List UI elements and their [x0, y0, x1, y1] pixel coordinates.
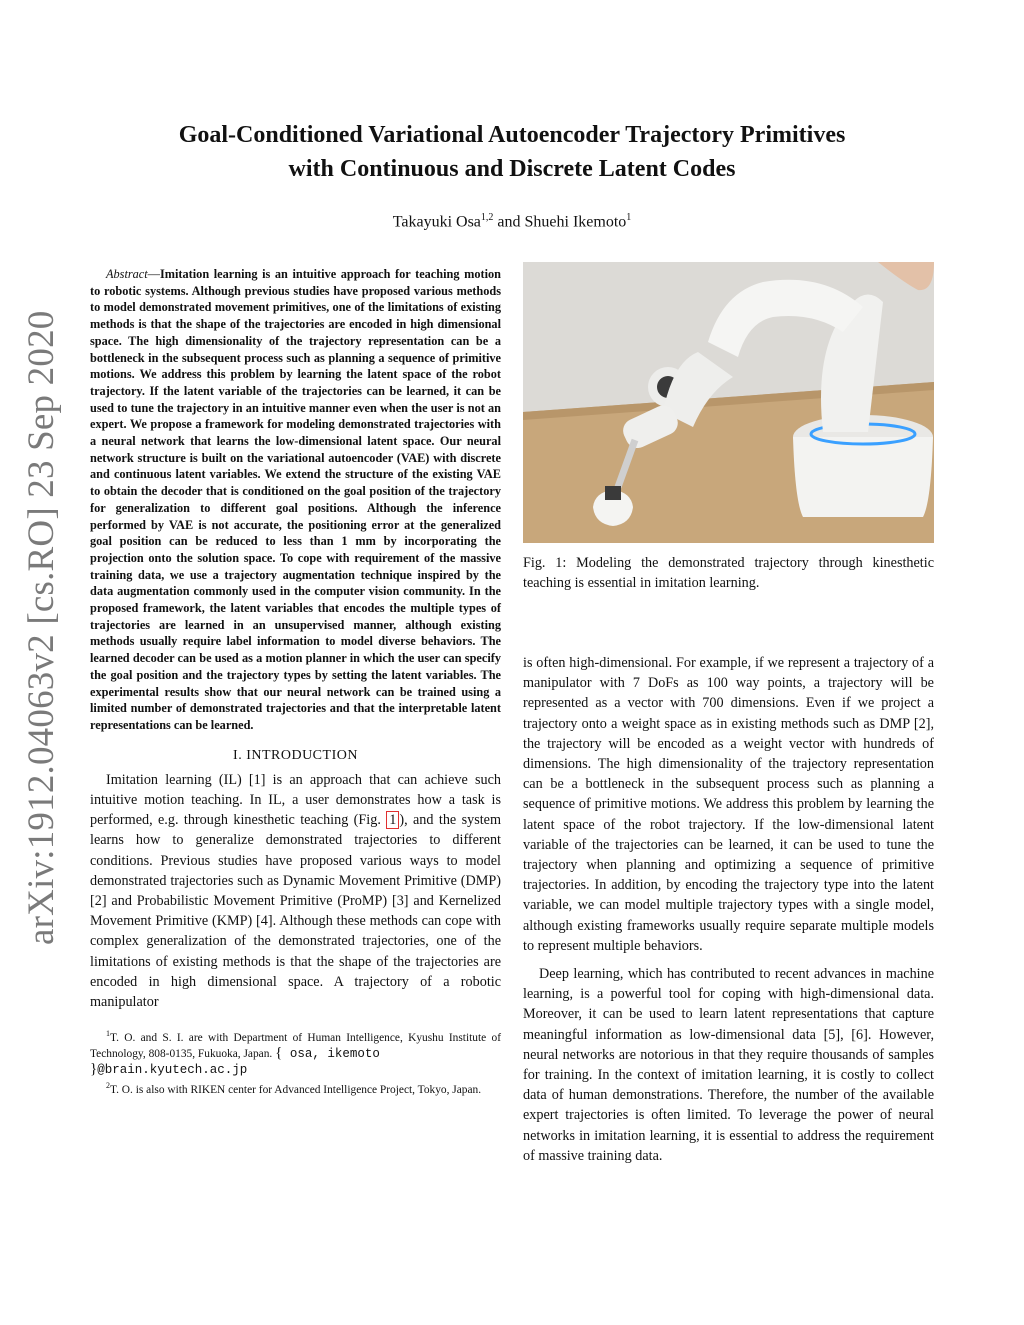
left-column [90, 266, 501, 1098]
author-1: Takayuki Osa [392, 213, 481, 231]
author-separator: and [493, 213, 525, 231]
intro-p1-start: Imitation learning (IL) [1] is an approach that can achieve such intuitive motion teaching. In IL, a user demonstrates how a task is performed, e.g. through kinesthetic teaching (Fig. [90, 771, 501, 829]
footnote-2-mark: 2 [106, 1080, 110, 1090]
footnote-2-text: T. O. is also with RIKEN center for Advanced Intelligence Project, Tokyo, Japan. [110, 1083, 482, 1096]
right-column [523, 262, 934, 1166]
arxiv-identifier: arXiv:1912.04063v2 [cs.RO] 23 Sep 2020 [21, 310, 62, 945]
figure-1-robot-photo [523, 262, 934, 543]
title-line-1: Goal-Conditioned Variational Autoencoder Trajectory Primitives [178, 122, 846, 148]
footnote-1-email-domain: @brain.kyutech.ac.jp [97, 1062, 248, 1077]
figure-1-link[interactable]: 1 [386, 811, 399, 829]
abstract-label: Abstract [106, 267, 148, 281]
paper-title [90, 118, 934, 186]
tool-holder-insert [605, 486, 621, 500]
abstract-dash: — [147, 267, 160, 281]
figure-1-caption: Fig. 1: Modeling the demonstrated trajectory through kinesthetic teaching is essential in imitation learning. [523, 555, 934, 591]
intro-paragraph-1 [90, 770, 501, 1012]
author-1-affiliation: 1,2 [480, 212, 494, 223]
footnote-2 [90, 1078, 501, 1098]
author-2: Shuehi Ikemoto [524, 213, 627, 231]
footnote-1-text: T. O. and S. I. are with Department of Human Intelligence, Kyushu Institute of Technology, 808-0135, Fukuoka, Japan. [90, 1031, 501, 1060]
abstract [90, 266, 501, 734]
intro-paragraph-2: is often high-dimensional. For example, if we represent a trajectory of a manipulator with 7 DoFs as 100 way points, a trajectory will be represented as a vector with 700 dimensions. Even if we project a trajectory onto a weight space as in existing methods such as DMP [2], the trajectory will be encoded as a weight vector with hundreds of dimensions. The high dimensionality of the trajectory representation can be a bottleneck in the subsequent process such as planning a sequence of primitive motions. We address this problem by learning the latent space of the robot trajectory. If the low-dimensional latent variable of the trajectories can be learned, it can be used to tune the trajectory when planning and optimizing a sequence of primitive trajectories. In addition, by encoding the trajectory type into the latent variable, we can model multiple trajectory types with a single model, although existing frameworks usually require separate multiple models to represent multiple behaviors. [523, 655, 934, 954]
intro-p1-end: ), and the system learns how to generalize demonstrated trajectories to different conditions. Previous studies have proposed various ways to model demonstrated trajectories such as Dynamic Movement Primitive (DMP) [2] and Probabilistic Movement Primitive (ProMP) [3] and Kernelized Movement Primitive (KMP) [4]. Although these methods can cope with complex generalization of the demonstrated trajectories, one of the limitations of existing methods is that the shape of the trajectories are encoded in high dimensional space. A trajectory of a robotic manipulator [90, 812, 502, 1010]
footnote-1-brace-close: } [90, 1060, 98, 1077]
footnotes [90, 1026, 501, 1098]
intro-paragraph-3: Deep learning, which has contributed to recent advances in machine learning, is a powerful tool for coping with high-dimensional data. Moreover, it can be used to learn latent representations that capture meaningful information as low-dimensional data [5], [6]. However, neural networks are notorious in that they require thousands of samples for training. In the context of imitation learning, it is costly to collect data of human demonstrations. Therefore, the number of the available expert trajectories is often limited. To leverage the power of neural networks in imitation learning, it is essential to address the requirement of massive training data. [523, 966, 934, 1164]
footnote-1-email-users: osa, ikemoto [282, 1046, 380, 1061]
footnote-1-brace-open: { [275, 1044, 283, 1061]
footnote-1 [90, 1026, 501, 1078]
footnote-1-mark: 1 [106, 1029, 110, 1039]
robot-base [793, 437, 933, 517]
abstract-text: Imitation learning is an intuitive approach for teaching motion to robotic systems. Although previous studies have proposed various methods to model demonstrated movement primitives, one of the limitations of existing methods is that the shape of the trajectories are encoded in high dimensional space. The high dimensionality of the trajectory representation can be a bottleneck in the subsequent process such as planning a sequence of primitive motions. We address this problem by learning the latent space of the robot trajectory. If the latent variable of the trajectories can be learned, it can be used to tune the trajectory in an intuitive manner even when the user is not an expert. We propose a framework for modeling demonstrated trajectories with a neural network that learns the low-dimensional latent space. Our neural network structure is built on the variational autoencoder (VAE) with discrete and continuous latent variables. We extend the structure of the existing VAE to obtain the decoder that is conditioned on the goal position of the trajectory for generalization to different goal positions. Although the inference performed by VAE is not accurate, the positioning error at the generalized goal position can be reduced to less than 1 mm by incorporating the projection onto the solution space. To cope with requirement of the massive training data, we use a trajectory augmentation technique inspired by the data augmentation commonly used in the computer vision community. In the proposed framework, the latent variables that encodes the multiple types of trajectories are learned in an unsupervised manner, although existing methods usually require label information to model diverse behaviors. The learned decoder can be used as a motion planner in which the user can specify the goal position and the trajectory types by setting the latent variables. The experimental results show that our neural network can be trained using a limited number of demonstrated trajectories and that the interpretable latent representations can be learned. [90, 267, 501, 732]
author-2-affiliation: 1 [626, 212, 632, 223]
author-list [90, 206, 934, 234]
title-line-2: with Continuous and Discrete Latent Codes [288, 156, 736, 182]
section-heading-introduction: I. INTRODUCTION [233, 747, 358, 763]
